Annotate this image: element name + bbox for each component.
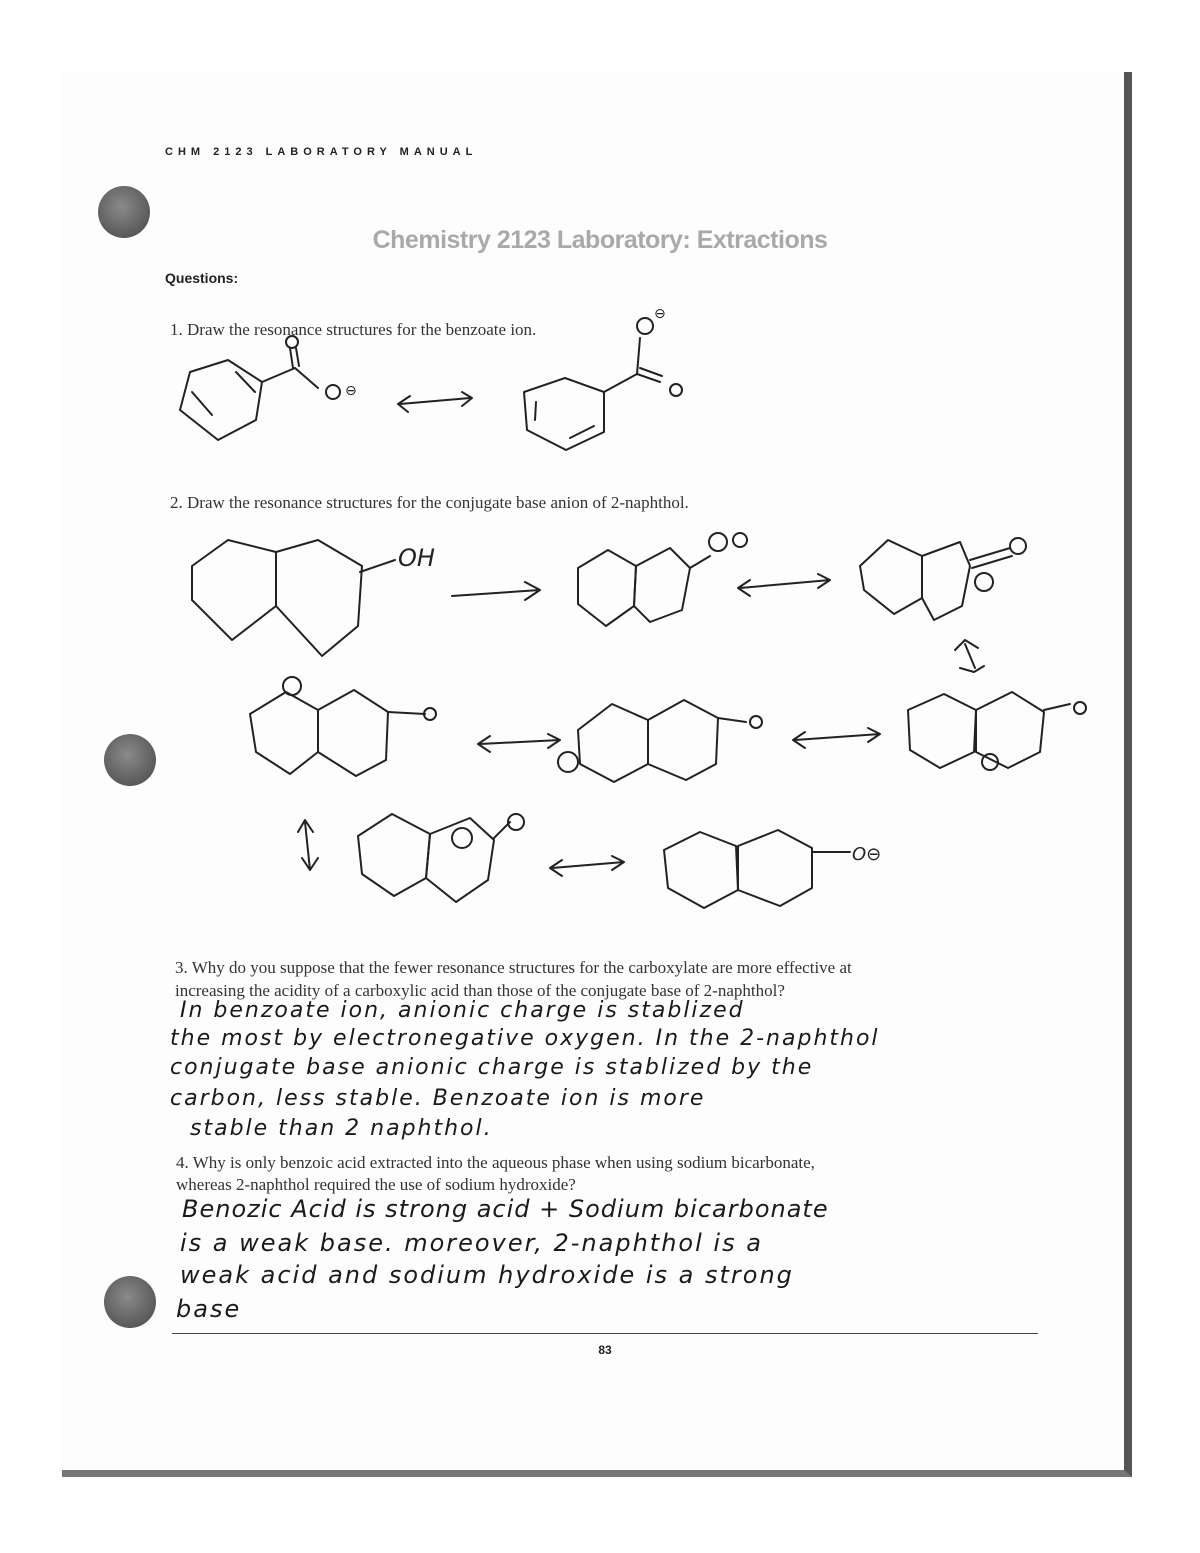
svg-text:OH: OH (398, 544, 435, 572)
question-2: 2. Draw the resonance structures for the conjugate base anion of 2-naphthol. (170, 493, 689, 512)
resonance-structure-6 (908, 692, 1086, 770)
svg-text:⊖: ⊖ (345, 383, 357, 399)
question-4-line-2: whereas 2-naphthol required the use of sodium hydroxide? (176, 1175, 576, 1194)
benzoate-structure-1 (180, 336, 357, 440)
section-heading: Questions: (165, 270, 239, 286)
question-1: 1. Draw the resonance structures for the benzoate ion. (170, 320, 537, 339)
answer-4-line-3: weak acid and sodium hydroxide is a strong (180, 1261, 794, 1289)
resonance-structure-8 (664, 830, 881, 908)
page-title: Chemistry 2123 Laboratory: Extractions (372, 226, 828, 254)
answer-3-line-4: carbon, less stable. Benzoate ion is more (170, 1086, 706, 1111)
resonance-structure-4 (250, 677, 436, 776)
benzoate-structure-2 (524, 306, 682, 450)
manual-header: CHM 2123 LABORATORY MANUAL (165, 146, 478, 158)
answer-3-line-2: the most by electronegative oxygen. In the 2-naphthol (170, 1026, 880, 1051)
footer-rule (172, 1333, 1038, 1334)
answer-4-line-2: is a weak base. moreover, 2-naphthol is a (180, 1229, 763, 1257)
answer-3-line-3: conjugate base anionic charge is stablized by the (170, 1055, 814, 1080)
page-number: 83 (598, 1343, 612, 1357)
answer-4-line-1: Benozic Acid is strong acid + Sodium bicarbonate (182, 1195, 829, 1223)
resonance-structure-2 (578, 533, 747, 626)
svg-text:⊖: ⊖ (654, 306, 666, 322)
naphthol-structure (192, 540, 435, 656)
answer-3-line-1: In benzoate ion, anionic charge is stablized (180, 998, 745, 1023)
question-3-line-1: 3. Why do you suppose that the fewer resonance structures for the carboxylate are more effective at (175, 958, 852, 977)
resonance-structure-7 (358, 814, 524, 902)
answer-3-line-5: stable than 2 naphthol. (190, 1116, 493, 1141)
answer-4-line-4: base (176, 1295, 242, 1323)
svg-text:O⊖: O⊖ (852, 844, 882, 865)
resonance-structure-3 (860, 538, 1026, 620)
question-4-line-1: 4. Why is only benzoic acid extracted into the aqueous phase when using sodium bicarbonate, (176, 1153, 815, 1172)
resonance-structure-5 (558, 700, 762, 782)
question-3-line-2: increasing the acidity of a carboxylic acid than those of the conjugate base of 2-naphthol? (175, 981, 785, 1000)
